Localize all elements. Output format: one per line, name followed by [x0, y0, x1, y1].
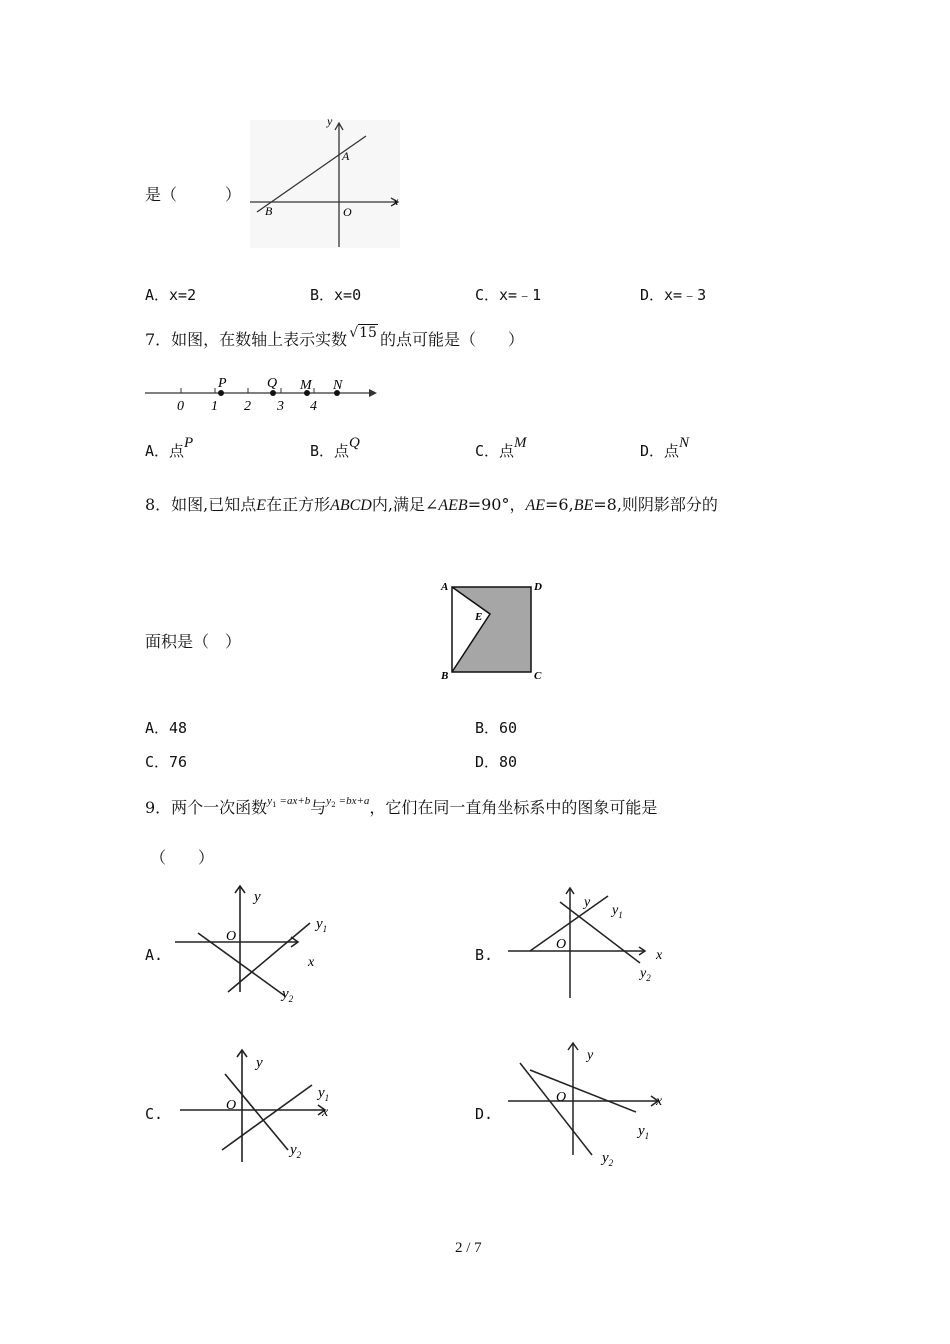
page-number: 2 / 7 — [455, 1240, 482, 1256]
line-y2 — [520, 1063, 592, 1155]
point-n-label: N — [333, 378, 343, 393]
svg-text:y2: $y_2$ — [640, 966, 651, 983]
svg-text:y1: $y_1$ — [612, 903, 623, 920]
label-c: C — [534, 670, 542, 682]
q9-option-a-label: A. — [145, 946, 164, 964]
q7-option-c: C．点M — [475, 435, 527, 460]
q9-graph-d — [500, 1035, 675, 1170]
q8-stem-line2: 面积是（ ） — [145, 632, 242, 651]
svg-text:O: O — [556, 1090, 567, 1105]
svg-text:x: x — [308, 955, 315, 970]
q6-origin: O — [343, 205, 352, 219]
line-y1 — [530, 896, 608, 951]
line-y1 — [222, 1085, 312, 1150]
svg-text:O: O — [226, 1098, 237, 1113]
q9-graph-b — [500, 878, 675, 1008]
tick-label-0: 0 — [177, 399, 184, 414]
shaded-region — [452, 587, 531, 672]
q6-point-b: B — [265, 204, 273, 218]
q9-option-b-label: B. — [475, 946, 494, 964]
q7-sqrt: √15 — [349, 325, 377, 341]
q6-x-label: x — [393, 194, 399, 208]
q8-option-c: C．76 — [145, 753, 188, 771]
q8-option-a: A．48 — [145, 719, 188, 737]
q6-option-c: C．x=﹣1 — [475, 286, 542, 304]
line-y2 — [560, 902, 640, 963]
svg-text:y2: $y_2$ — [282, 986, 294, 1004]
label-d: D — [534, 581, 542, 593]
tick-label-3: 3 — [277, 399, 284, 414]
label-a: A — [441, 581, 449, 593]
label-e: E — [475, 611, 483, 623]
q6-point-a: A — [342, 149, 350, 163]
q7-stem — [145, 325, 524, 351]
point-m-label: M — [300, 378, 312, 393]
q8-stem: 8．如图,已知点E在正方形ABCD内,满足∠AEB=90°，AE=6,BE=8,则阴影部分的 — [145, 495, 718, 514]
svg-text:y1: $y_1$ — [638, 1123, 650, 1141]
q6-stem-tail: 是（ ） — [145, 185, 242, 204]
q6-option-d: D．x=﹣3 — [640, 286, 707, 304]
svg-text:y: y — [254, 889, 261, 905]
tick-label-1: 1 — [211, 399, 218, 414]
svg-text:y: y — [584, 895, 591, 910]
point-p-label: P — [218, 376, 227, 391]
q7-option-d: D．点N — [640, 435, 690, 460]
tick-label-2: 2 — [244, 399, 251, 414]
q9-func1: y1 =ax+b — [267, 795, 311, 810]
q8-option-d: D．80 — [475, 753, 518, 771]
svg-text:x: x — [656, 948, 663, 963]
q9-option-d-label: D. — [475, 1105, 494, 1123]
q6-option-b: B．x=0 — [310, 286, 362, 304]
q7-option-b: B．点Q — [310, 435, 360, 460]
q9-stem: 9．两个一次函数$^{y_1 =ax+b}$与$^{y_2 =bx+a}$，它们在同一直角坐标系中的图象可能是 — [145, 795, 658, 817]
q6-figure-bg — [250, 120, 400, 248]
q7-number-line — [145, 372, 380, 412]
number-line-arrow — [369, 389, 377, 397]
q9-graph-a — [170, 878, 340, 1008]
q8-figure — [438, 578, 550, 682]
q9-stem-line2: （ ） — [150, 848, 215, 867]
point-q-label: Q — [267, 376, 278, 391]
q9-func2: y2 =bx+a — [326, 795, 370, 810]
q7-stem-before: 7．如图，在数轴上表示实数 — [145, 330, 348, 349]
svg-text:y: y — [587, 1048, 594, 1063]
svg-text:y1: $y_1$ — [318, 1085, 330, 1103]
line-y1 — [530, 1070, 636, 1112]
svg-text:x: x — [656, 1094, 663, 1109]
q9-graph-c — [170, 1040, 340, 1170]
svg-text:y2: $y_2$ — [290, 1142, 302, 1160]
q9-option-c-label: C. — [145, 1105, 164, 1123]
svg-text:y1: $y_1$ — [316, 916, 328, 934]
q6-option-a: A．x=2 — [145, 286, 197, 304]
svg-text:O: O — [226, 929, 237, 944]
q6-y-label: y — [327, 114, 333, 128]
label-b: B — [441, 670, 449, 682]
svg-text:O: O — [556, 937, 567, 952]
svg-text:x: x — [322, 1105, 329, 1120]
tick-label-4: 4 — [310, 399, 317, 414]
svg-text:y2: $y_2$ — [602, 1150, 614, 1168]
q6-figure — [245, 115, 405, 250]
q7-stem-after: 的点可能是（ ） — [379, 330, 524, 349]
svg-text:y: y — [256, 1055, 263, 1071]
q8-option-b: B．60 — [475, 719, 518, 737]
q7-sqrt-radicand: 15 — [359, 325, 377, 341]
q7-option-a: A．点P — [145, 435, 194, 460]
